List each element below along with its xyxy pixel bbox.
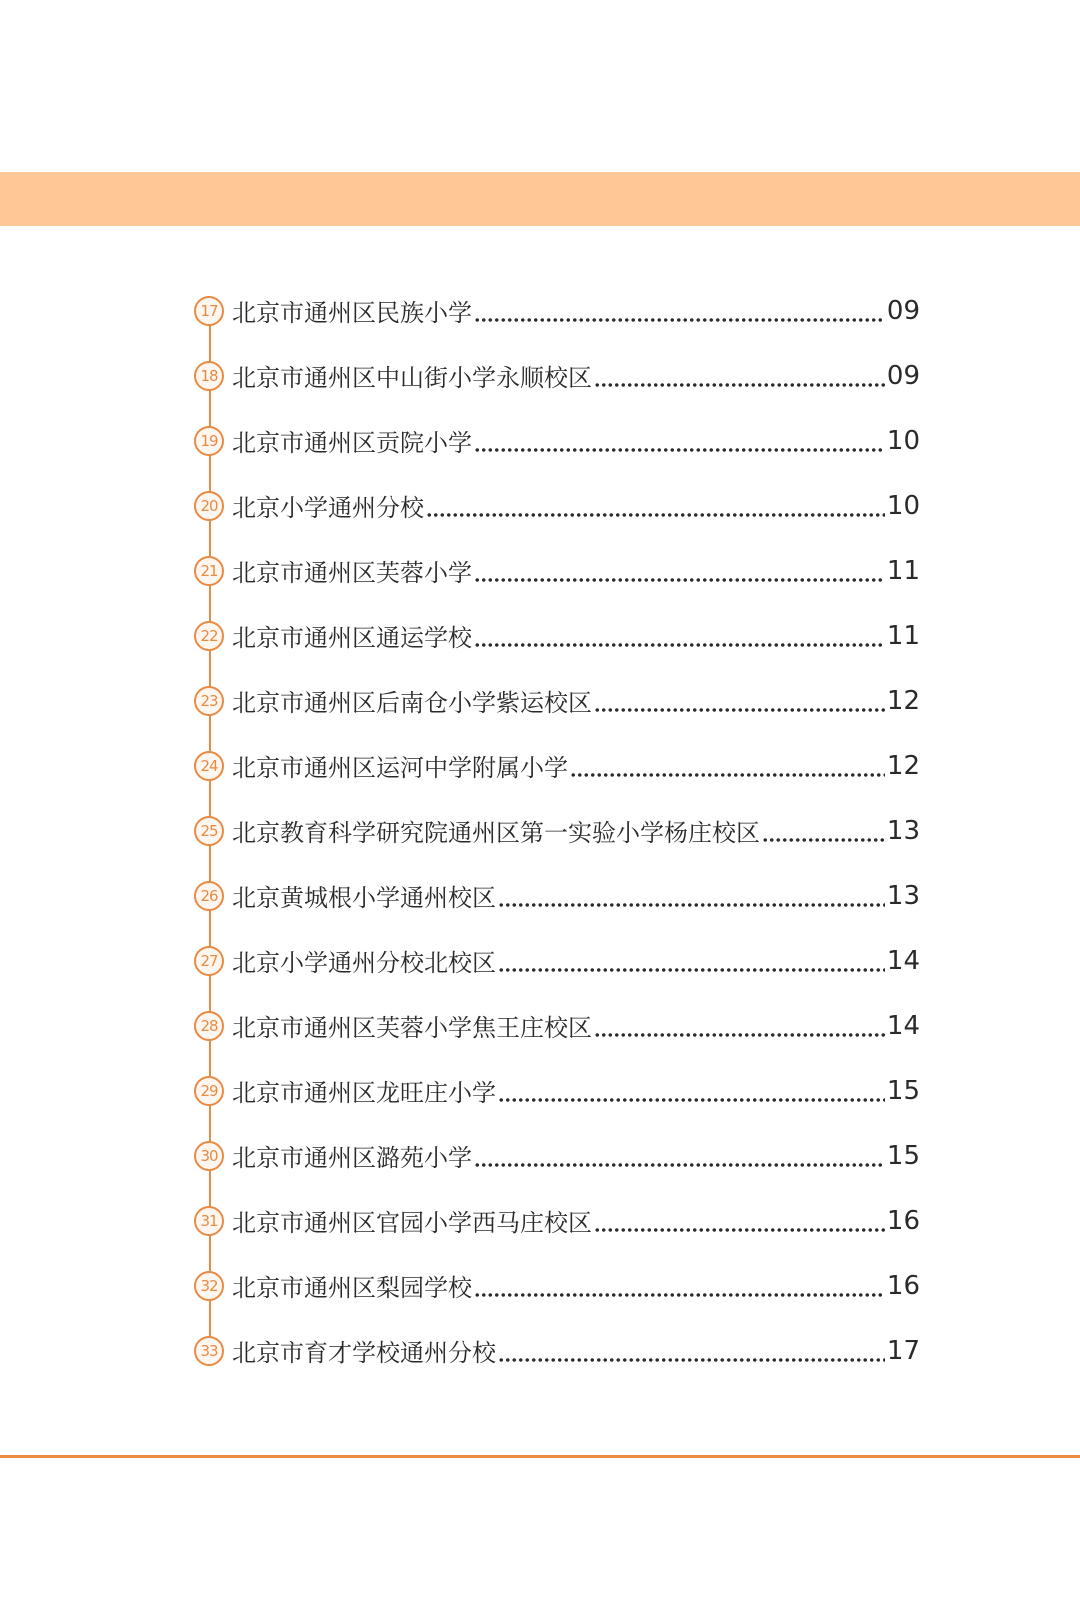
entry-number-badge: 31	[194, 1206, 224, 1236]
dot-leader	[594, 1033, 885, 1037]
toc-entry[interactable]	[194, 1188, 920, 1253]
dot-leader	[762, 838, 885, 842]
entry-page-number: 15	[886, 1075, 920, 1106]
dot-leader	[474, 1163, 885, 1167]
entry-page-number: 09	[886, 360, 920, 391]
dot-leader	[594, 708, 885, 712]
toc-entry[interactable]	[194, 798, 920, 863]
toc-entry[interactable]	[194, 668, 920, 733]
dot-leader	[474, 448, 885, 452]
toc-entry[interactable]	[194, 473, 920, 538]
entry-page-number: 09	[886, 295, 920, 326]
toc-entry[interactable]	[194, 538, 920, 603]
entry-title: 北京市通州区芙蓉小学焦王庄校区	[232, 1014, 592, 1042]
dot-leader	[498, 968, 885, 972]
entry-title: 北京市通州区后南仓小学紫运校区	[232, 689, 592, 717]
entry-page-number: 10	[886, 425, 920, 456]
dot-leader	[570, 773, 885, 777]
entry-page-number: 11	[886, 620, 920, 651]
entry-number-badge: 26	[194, 881, 224, 911]
entry-number-badge: 22	[194, 621, 224, 651]
toc-entry[interactable]	[194, 408, 920, 473]
entry-page-number: 16	[886, 1205, 920, 1236]
dot-leader	[474, 318, 885, 322]
entry-title: 北京教育科学研究院通州区第一实验小学杨庄校区	[232, 819, 760, 847]
entry-page-number: 17	[886, 1335, 920, 1366]
entry-title: 北京市通州区民族小学	[232, 299, 472, 327]
toc-entry[interactable]	[194, 1058, 920, 1123]
header-band	[0, 172, 1080, 226]
dot-leader	[498, 1098, 885, 1102]
dot-leader	[426, 513, 885, 517]
entry-title: 北京市通州区官园小学西马庄校区	[232, 1209, 592, 1237]
entry-number-badge: 33	[194, 1336, 224, 1366]
entry-title: 北京市通州区通运学校	[232, 624, 472, 652]
entry-number-badge: 30	[194, 1141, 224, 1171]
entry-page-number: 14	[886, 1010, 920, 1041]
toc-entry[interactable]	[194, 1318, 920, 1383]
entry-title: 北京小学通州分校北校区	[232, 949, 496, 977]
toc-entry[interactable]	[194, 733, 920, 798]
entry-number-badge: 19	[194, 426, 224, 456]
entry-number-badge: 24	[194, 751, 224, 781]
entry-page-number: 15	[886, 1140, 920, 1171]
entry-title: 北京市育才学校通州分校	[232, 1339, 496, 1367]
entry-title: 北京市通州区贡院小学	[232, 429, 472, 457]
entry-number-badge: 32	[194, 1271, 224, 1301]
entry-number-badge: 23	[194, 686, 224, 716]
entry-number-badge: 20	[194, 491, 224, 521]
dot-leader	[498, 1358, 885, 1362]
toc-entry[interactable]	[194, 278, 920, 343]
entry-number-badge: 29	[194, 1076, 224, 1106]
entry-number-badge: 28	[194, 1011, 224, 1041]
dot-leader	[474, 1293, 885, 1297]
entry-number-badge: 25	[194, 816, 224, 846]
entry-page-number: 13	[886, 880, 920, 911]
bottom-rule	[0, 1455, 1080, 1458]
entry-page-number: 16	[886, 1270, 920, 1301]
toc-entry[interactable]	[194, 928, 920, 993]
entry-number-badge: 27	[194, 946, 224, 976]
dot-leader	[474, 643, 885, 647]
entry-title: 北京市通州区龙旺庄小学	[232, 1079, 496, 1107]
dot-leader	[474, 578, 885, 582]
toc-entry[interactable]	[194, 603, 920, 668]
entry-page-number: 14	[886, 945, 920, 976]
entry-page-number: 13	[886, 815, 920, 846]
entry-number-badge: 21	[194, 556, 224, 586]
toc-entry[interactable]	[194, 863, 920, 928]
entry-title: 北京市通州区潞苑小学	[232, 1144, 472, 1172]
toc-entry[interactable]	[194, 993, 920, 1058]
dot-leader	[594, 383, 885, 387]
dot-leader	[594, 1228, 885, 1232]
entry-number-badge: 17	[194, 296, 224, 326]
dot-leader	[498, 903, 885, 907]
entry-title: 北京黄城根小学通州校区	[232, 884, 496, 912]
toc-entry[interactable]	[194, 1123, 920, 1188]
entry-title: 北京市通州区梨园学校	[232, 1274, 472, 1302]
entry-title: 北京市通州区芙蓉小学	[232, 559, 472, 587]
entry-title: 北京市通州区运河中学附属小学	[232, 754, 568, 782]
toc-entry[interactable]	[194, 1253, 920, 1318]
entry-title: 北京小学通州分校	[232, 494, 424, 522]
table-of-contents	[194, 278, 920, 1383]
entry-page-number: 12	[886, 750, 920, 781]
entry-number-badge: 18	[194, 361, 224, 391]
entry-title: 北京市通州区中山街小学永顺校区	[232, 364, 592, 392]
toc-entry[interactable]	[194, 343, 920, 408]
entry-page-number: 11	[886, 555, 920, 586]
entry-page-number: 12	[886, 685, 920, 716]
entry-page-number: 10	[886, 490, 920, 521]
